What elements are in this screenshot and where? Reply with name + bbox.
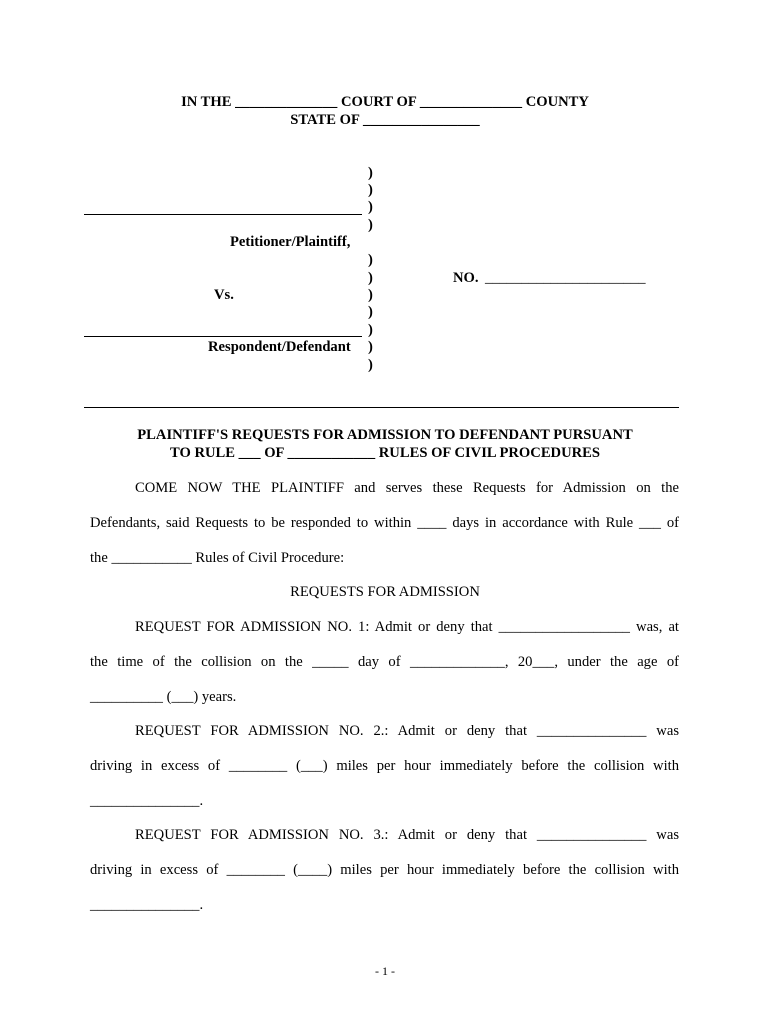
request-1-line: __________ (___) years.: [90, 689, 237, 705]
request-3-line: REQUEST FOR ADMISSION NO. 3.: Admit or deny that _______________ was: [135, 827, 679, 843]
caption-paren: ): [368, 252, 373, 268]
caption-paren: ): [368, 357, 373, 373]
request-1-line: REQUEST FOR ADMISSION NO. 1: Admit or deny that __________________ was, at: [135, 619, 679, 635]
caption-paren: ): [368, 199, 373, 215]
petitioner-name-line: [84, 214, 362, 215]
petitioner-label: Petitioner/Plaintiff,: [230, 234, 351, 250]
request-2-line: _______________.: [90, 793, 204, 809]
request-2-line: REQUEST FOR ADMISSION NO. 2.: Admit or deny that _______________ was: [135, 723, 679, 739]
intro-line: COME NOW THE PLAINTIFF and serves these Requests for Admission on the: [135, 480, 679, 496]
section-heading: REQUESTS FOR ADMISSION: [290, 584, 480, 600]
vs-label: Vs.: [214, 287, 234, 303]
intro-line: Defendants, said Requests to be responded to within ____ days in accordance with Rule ___ of: [90, 515, 679, 531]
document-title-line2: TO RULE ___ OF ____________ RULES OF CIVIL PROCEDURES: [169, 445, 601, 461]
caption-paren: ): [368, 339, 373, 355]
state-caption-line: STATE OF ________________: [290, 112, 480, 128]
request-3-line: driving in excess of ________ (____) miles per hour immediately before the collision with: [90, 862, 679, 878]
caption-paren: ): [368, 182, 373, 198]
request-3-line: _______________.: [90, 897, 204, 913]
request-2-line: driving in excess of ________ (___) miles per hour immediately before the collision with: [90, 758, 679, 774]
caption-paren: ): [368, 304, 373, 320]
intro-line: the ___________ Rules of Civil Procedure:: [90, 550, 345, 566]
caption-paren: ): [368, 270, 373, 286]
case-number-blank: ______________________: [485, 270, 646, 286]
respondent-label: Respondent/Defendant: [208, 339, 351, 355]
caption-paren: ): [368, 217, 373, 233]
caption-paren: ): [368, 322, 373, 338]
caption-paren: ): [368, 165, 373, 181]
court-caption-line: IN THE ______________ COURT OF ______________ COUNTY: [181, 94, 589, 110]
request-1-line: the time of the collision on the _____ day of _____________, 20___, under the age of: [90, 654, 679, 670]
respondent-name-line: [84, 336, 362, 337]
document-title-line1: PLAINTIFF'S REQUESTS FOR ADMISSION TO DEFENDANT PURSUANT: [137, 427, 633, 443]
case-number-label: NO.: [453, 270, 479, 286]
caption-paren: ): [368, 287, 373, 303]
caption-separator: [84, 407, 679, 408]
page-number: - 1 -: [375, 964, 395, 978]
